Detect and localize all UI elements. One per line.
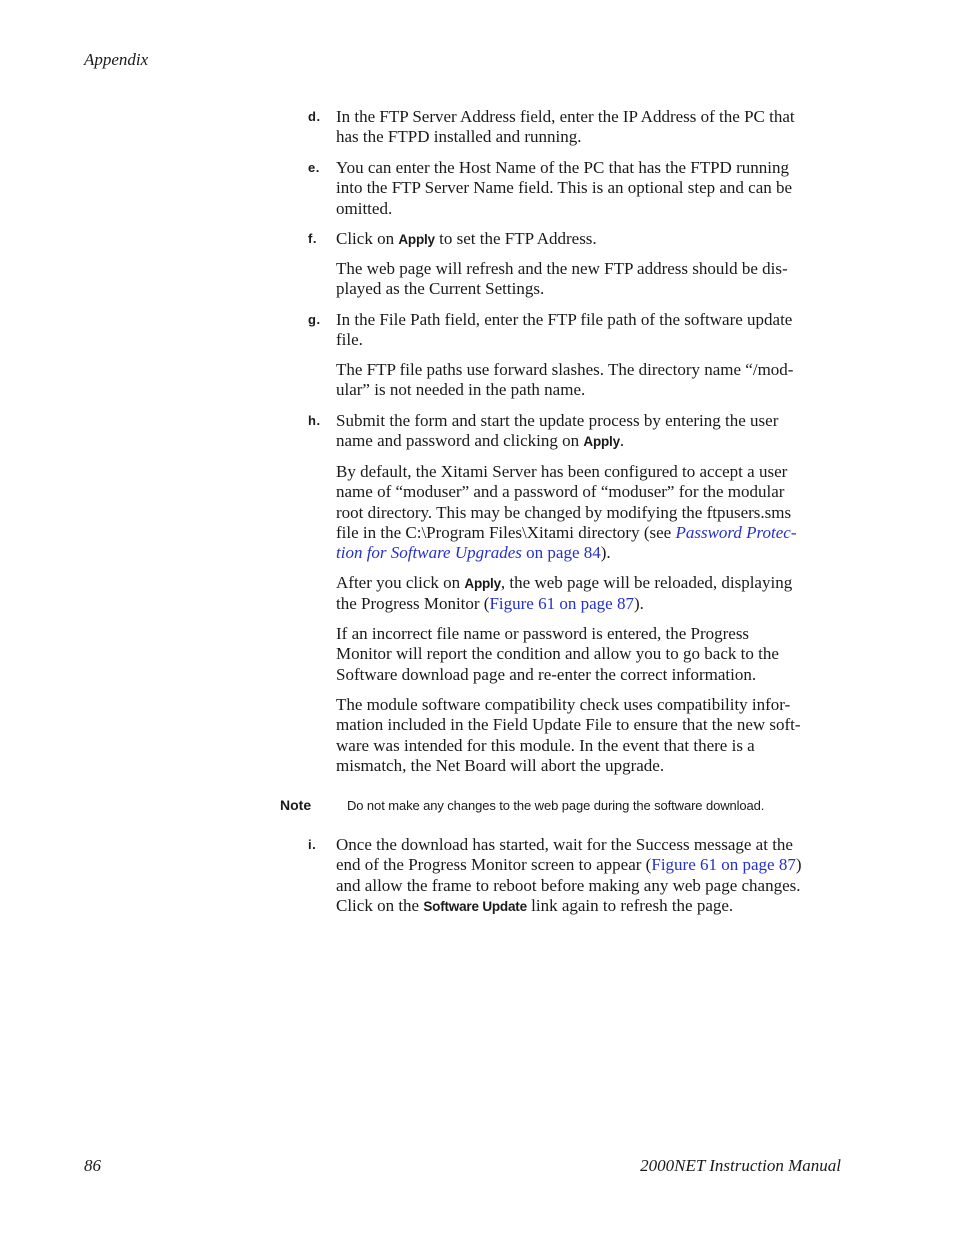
note-text: Do not make any changes to the web page during the software download. bbox=[347, 798, 765, 813]
link-figure-61[interactable]: Figure 61 on page 87 bbox=[651, 855, 796, 875]
link-password-protection-cont[interactable]: tion for Software Upgrades bbox=[336, 543, 522, 563]
step-text: Once the download has started, wait for the Success message at the end of the Progress Monitor screen to appear (Figure 61 on page 87) and allow the frame to reboot before making any web page changes. Click on the Software Update link again to refresh the page. bbox=[336, 835, 802, 915]
step-f-paragraph: The web page will refresh and the new FTP address should be dis- played as the Current Settings. bbox=[336, 259, 788, 299]
step-marker: i. bbox=[308, 837, 317, 852]
step-g-paragraph: The FTP file paths use forward slashes. The directory name “/mod- ular” is not needed in the path name. bbox=[336, 360, 794, 400]
step-text: In the File Path field, enter the FTP file path of the software update file. bbox=[336, 310, 793, 350]
step-h-paragraph-3: If an incorrect file name or password is entered, the Progress Monitor will report the condition and allow you to go back to the Software download page and re-enter the correct information. bbox=[336, 624, 779, 684]
ui-term-apply: Apply bbox=[464, 576, 501, 591]
step-marker: d. bbox=[308, 109, 321, 124]
manual-title: 2000NET Instruction Manual bbox=[640, 1156, 841, 1175]
page-number: 86 bbox=[84, 1156, 101, 1175]
step-text: You can enter the Host Name of the PC that has the FTPD running into the FTP Server Name field. This is an optional step and can be omitted. bbox=[336, 158, 793, 218]
ui-term-software-update: Software Update bbox=[423, 898, 527, 914]
link-password-protection[interactable]: Password Protec- bbox=[675, 522, 797, 542]
step-marker: h. bbox=[308, 413, 321, 428]
link-page-84[interactable]: on page 84 bbox=[521, 543, 601, 563]
running-header: Appendix bbox=[84, 50, 149, 69]
step-marker: f. bbox=[308, 231, 317, 246]
note-label: Note bbox=[280, 797, 312, 813]
step-text: Click on Apply to set the FTP Address. bbox=[336, 229, 597, 248]
step-text: In the FTP Server Address field, enter the IP Address of the PC that has the FTPD installed and running. bbox=[336, 107, 795, 147]
step-h-paragraph-4: The module software compatibility check uses compatibility infor- mation included in the Field Update File to ensure that the new soft- ware was intended for this module. In the event that there is a mismatch, the Net Board will abort the upgrade. bbox=[336, 695, 801, 775]
step-h-paragraph-2: After you click on Apply, the web page will be reloaded, displaying the Progress Monitor (Figure 61 on page 87). bbox=[336, 573, 793, 614]
step-marker: g. bbox=[308, 312, 321, 327]
link-figure-61[interactable]: Figure 61 on page 87 bbox=[489, 594, 634, 614]
step-h-paragraph-1: By default, the Xitami Server has been configured to accept a user name of “moduser” and a password of “moduser” for the modular root directory. This may be changed by modifying the ftpusers.sms file in the C:\Program Files\Xitami directory (see Password Protec- tion for Software Upgrades on page 84). bbox=[336, 462, 797, 563]
step-text: Submit the form and start the update process by entering the user name and password and clicking on Apply. bbox=[336, 411, 779, 451]
ui-term-apply: Apply bbox=[398, 232, 435, 247]
step-marker: e. bbox=[308, 160, 320, 175]
ui-term-apply: Apply bbox=[583, 434, 620, 450]
